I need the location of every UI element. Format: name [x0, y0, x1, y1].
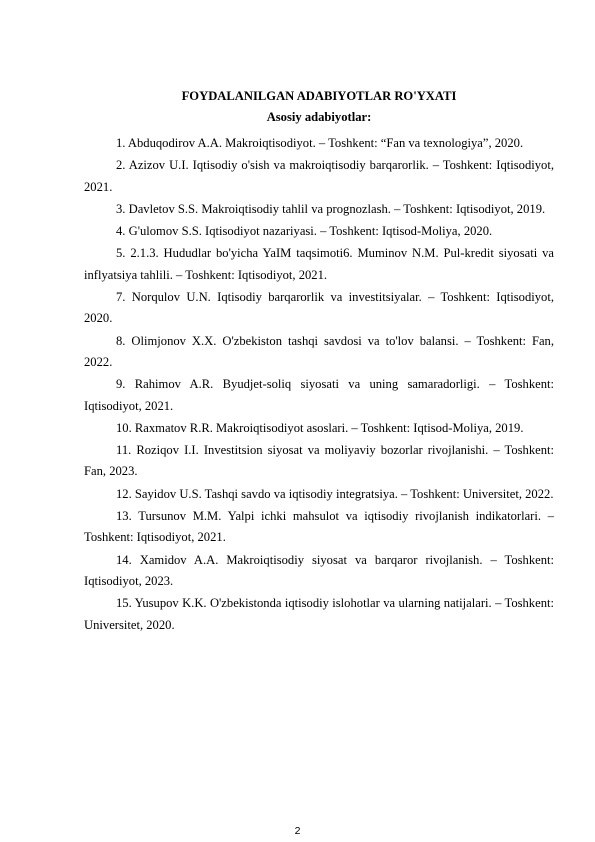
reference-item: 15. Yusupov K.K. O'zbekistonda iqtisodiy islohotlar va ularning natijalari. – Toshkent: Universitet, 2020.: [84, 596, 554, 632]
reference-item: 1. Abduqodirov A.A. Makroiqtisodiyot. – Toshkent: “Fan va texnologiya”, 2020.: [116, 136, 524, 150]
reference-item: 3. Davletov S.S. Makroiqtisodiy tahlil va prognozlash. – Toshkent: Iqtisodiyot, 2019.: [116, 201, 546, 216]
reference-item: 5. 2.1.3. Hududlar bo'yicha YaIM taqsimoti6. Muminov N.M. Pul-kredit siyosati va inflyatsiya tahlili. – Toshkent: Iqtisodiyot, 2021.: [84, 246, 554, 282]
page-number: 2: [294, 825, 301, 837]
reference-item: 9. Rahimov A.R. Byudjet-soliq siyosati va uning samaradorligi. – Toshkent: Iqtisodiyot, 2021.: [84, 377, 554, 413]
reference-item: 12. Sayidov U.S. Tashqi savdo va iqtisodiy integratsiya. – Toshkent: Universitet, 2022.: [116, 486, 554, 501]
reference-item: 8. Olimjonov X.X. O'zbekiston tashqi savdosi va to'lov balansi. – Toshkent: Fan, 2022.: [84, 333, 554, 369]
reference-item: 7. Norqulov U.N. Iqtisodiy barqarorlik va investitsiyalar. – Toshkent: Iqtisodiyot, 2020.: [84, 290, 554, 326]
reference-item: 11. Roziqov I.I. Investitsion siyosat va moliyaviy bozorlar rivojlanishi. – Toshkent: Fan, 2023.: [84, 443, 554, 479]
reference-item: 14. Xamidov A.A. Makroiqtisodiy siyosat va barqaror rivojlanish. – Toshkent: Iqtisodiyot, 2023.: [84, 552, 554, 588]
reference-item: 10. Raxmatov R.R. Makroiqtisodiyot asoslari. – Toshkent: Iqtisod-Moliya, 2019.: [116, 420, 524, 435]
section-subtitle: Asosiy adabiyotlar:: [266, 110, 372, 124]
reference-list: [84, 133, 554, 637]
reference-item: 2. Azizov U.I. Iqtisodiy o'sish va makroiqtisodiy barqarorlik. – Toshkent: Iqtisodiyot, 2021.: [84, 158, 554, 194]
reference-item: 4. G'ulomov S.S. Iqtisodiyot nazariyasi. – Toshkent: Iqtisod-Moliya, 2020.: [116, 224, 493, 239]
page-title: FOYDALANILGAN ADABIYOTLAR RO'YXATI: [181, 89, 457, 103]
reference-item: 13. Tursunov M.M. Yalpi ichki mahsulot va iqtisodiy rivojlanish indikatorlari. – Toshkent: Iqtisodiyot, 2021.: [84, 509, 554, 545]
